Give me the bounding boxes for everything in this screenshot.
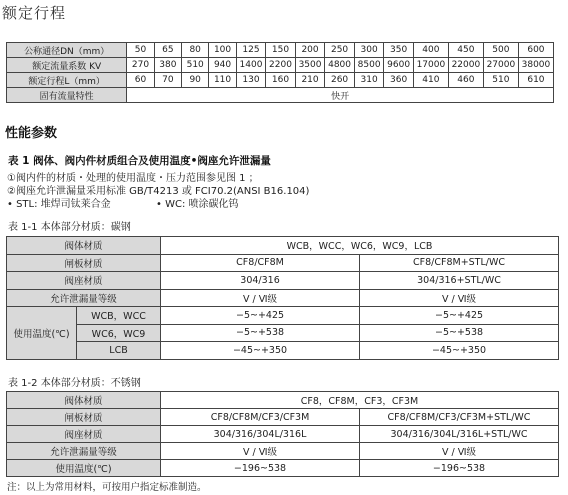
table-cell: −196~538 [360, 460, 559, 477]
table-cell: CF8/CF8M [161, 254, 360, 272]
row-label: 使用温度(℃) [7, 307, 77, 360]
spec-cell: 510 [182, 58, 209, 73]
table1-note: • WC: 喷涂碳化钨 [156, 199, 239, 210]
spec-cell: 300 [354, 43, 384, 58]
row-label: 阀体材质 [7, 392, 161, 409]
spec-cell: 38000 [518, 58, 553, 73]
table-1-1 [6, 236, 559, 360]
table1-note: ②阀座允许泄漏量采用标准 GB/T4213 或 FCI70.2(ANSI B16.104) [7, 186, 310, 197]
table-cell: Ⅴ / Ⅵ级 [360, 289, 559, 307]
spec-cell: 4800 [325, 58, 355, 73]
table-cell: −45~+350 [161, 342, 360, 360]
spec-cell: 400 [413, 43, 448, 58]
table-1-1-caption: 表 1-1 本体部分材质：碳钢 [8, 222, 131, 233]
spec-cell: 3500 [295, 58, 325, 73]
row-label: 允许泄漏量等级 [7, 443, 161, 460]
table-row [7, 289, 559, 307]
spec-cell: 160 [266, 73, 296, 88]
spec-cell: 510 [483, 73, 518, 88]
row-label: 闸板材质 [7, 254, 161, 272]
spec-cell: 17000 [413, 58, 448, 73]
table-cell: −5~+538 [161, 324, 360, 342]
row-label: 阀座材质 [7, 426, 161, 443]
spec-cell: 110 [209, 73, 236, 88]
table1-note: ①阀内件的材质・处理的使用温度・压力范围参见图 1 ； [7, 173, 259, 184]
spec-cell: 250 [325, 43, 355, 58]
spec-cell: 600 [518, 43, 553, 58]
spec-cell: 130 [236, 73, 266, 88]
spec-cell: 60 [127, 73, 154, 88]
sub-label: WCB，WCC [77, 307, 161, 325]
table-cell: 304/316+STL/WC [360, 272, 559, 290]
table-cell: −5~+425 [360, 307, 559, 325]
spec-cell: 610 [518, 73, 553, 88]
spec-cell: 310 [354, 73, 384, 88]
spec-cell: 270 [127, 58, 154, 73]
spec-cell: 70 [154, 73, 181, 88]
row-label: 阀座材质 [7, 272, 161, 290]
table-row [7, 342, 559, 360]
spec-row-flow-char [7, 88, 554, 103]
section-title-performance: 性能参数 [5, 126, 58, 141]
table-cell: WCB，WCC，WC6，WC9，LCB [161, 237, 559, 255]
footnote: 注：以上为常用材料，可按用户指定标准制造。 [7, 482, 207, 493]
row-label: 使用温度(℃) [7, 460, 161, 477]
spec-row-kv [7, 58, 554, 73]
spec-cell: 9600 [384, 58, 414, 73]
table-cell: −5~+538 [360, 324, 559, 342]
table-1-2-caption: 表 1-2 本体部分材质：不锈钢 [8, 378, 141, 389]
table-cell: CF8，CF8M，CF3，CF3M [161, 392, 559, 409]
table-row [7, 272, 559, 290]
spec-row-dn [7, 43, 554, 58]
spec-cell: 50 [127, 43, 154, 58]
spec-cell: 22000 [448, 58, 483, 73]
sub-label: WC6，WC9 [77, 324, 161, 342]
table-row [7, 392, 559, 409]
table-cell: −45~+350 [360, 342, 559, 360]
spec-flow-char-value: 快开 [127, 88, 554, 103]
table-cell: −196~538 [161, 460, 360, 477]
row-label: 阀体材质 [7, 237, 161, 255]
spec-cell: 8500 [354, 58, 384, 73]
table-row [7, 324, 559, 342]
spec-cell: 200 [295, 43, 325, 58]
table-1-2 [6, 391, 559, 477]
spec-table [6, 42, 554, 103]
sub-label: LCB [77, 342, 161, 360]
table-cell: −5~+425 [161, 307, 360, 325]
table-row [7, 409, 559, 426]
spec-cell: 260 [325, 73, 355, 88]
row-label: 闸板材质 [7, 409, 161, 426]
table-cell: CF8/CF8M/CF3/CF3M [161, 409, 360, 426]
spec-cell: 360 [384, 73, 414, 88]
table-row [7, 426, 559, 443]
spec-cell: 380 [154, 58, 181, 73]
table-row [7, 460, 559, 477]
table-cell: 304/316 [161, 272, 360, 290]
table1-caption: 表 1 阀体、阀内件材质组合及使用温度•阀座允许泄漏量 [8, 155, 271, 167]
spec-label-dn: 公称通径DN（mm） [7, 43, 127, 58]
spec-cell: 80 [182, 43, 209, 58]
table-cell: Ⅴ / Ⅵ级 [161, 289, 360, 307]
table-cell: 304/316/304L/316L [161, 426, 360, 443]
spec-label-flow-char: 固有流量特性 [7, 88, 127, 103]
spec-cell: 460 [448, 73, 483, 88]
table-row [7, 254, 559, 272]
table-cell: CF8/CF8M/CF3/CF3M+STL/WC [360, 409, 559, 426]
table-cell: CF8/CF8M+STL/WC [360, 254, 559, 272]
spec-label-stroke: 额定行程L（mm） [7, 73, 127, 88]
spec-row-stroke [7, 73, 554, 88]
spec-cell: 210 [295, 73, 325, 88]
spec-cell: 2200 [266, 58, 296, 73]
table-row [7, 237, 559, 255]
spec-cell: 1400 [236, 58, 266, 73]
table-cell: Ⅴ / Ⅵ级 [360, 443, 559, 460]
spec-label-kv: 额定流量系数 KV [7, 58, 127, 73]
spec-cell: 940 [209, 58, 236, 73]
table-row [7, 307, 559, 325]
spec-cell: 500 [483, 43, 518, 58]
table1-note: • STL: 堆焊司钛莱合金 [7, 199, 111, 210]
spec-cell: 450 [448, 43, 483, 58]
spec-cell: 90 [182, 73, 209, 88]
spec-cell: 410 [413, 73, 448, 88]
spec-cell: 350 [384, 43, 414, 58]
spec-cell: 100 [209, 43, 236, 58]
table-cell: 304/316/304L/316L+STL/WC [360, 426, 559, 443]
spec-cell: 65 [154, 43, 181, 58]
table-cell: Ⅴ / Ⅵ级 [161, 443, 360, 460]
spec-cell: 125 [236, 43, 266, 58]
table-row [7, 443, 559, 460]
spec-cell: 150 [266, 43, 296, 58]
page-title-rated-stroke: 额定行程 [2, 4, 67, 22]
spec-cell: 27000 [483, 58, 518, 73]
row-label: 允许泄漏量等级 [7, 289, 161, 307]
